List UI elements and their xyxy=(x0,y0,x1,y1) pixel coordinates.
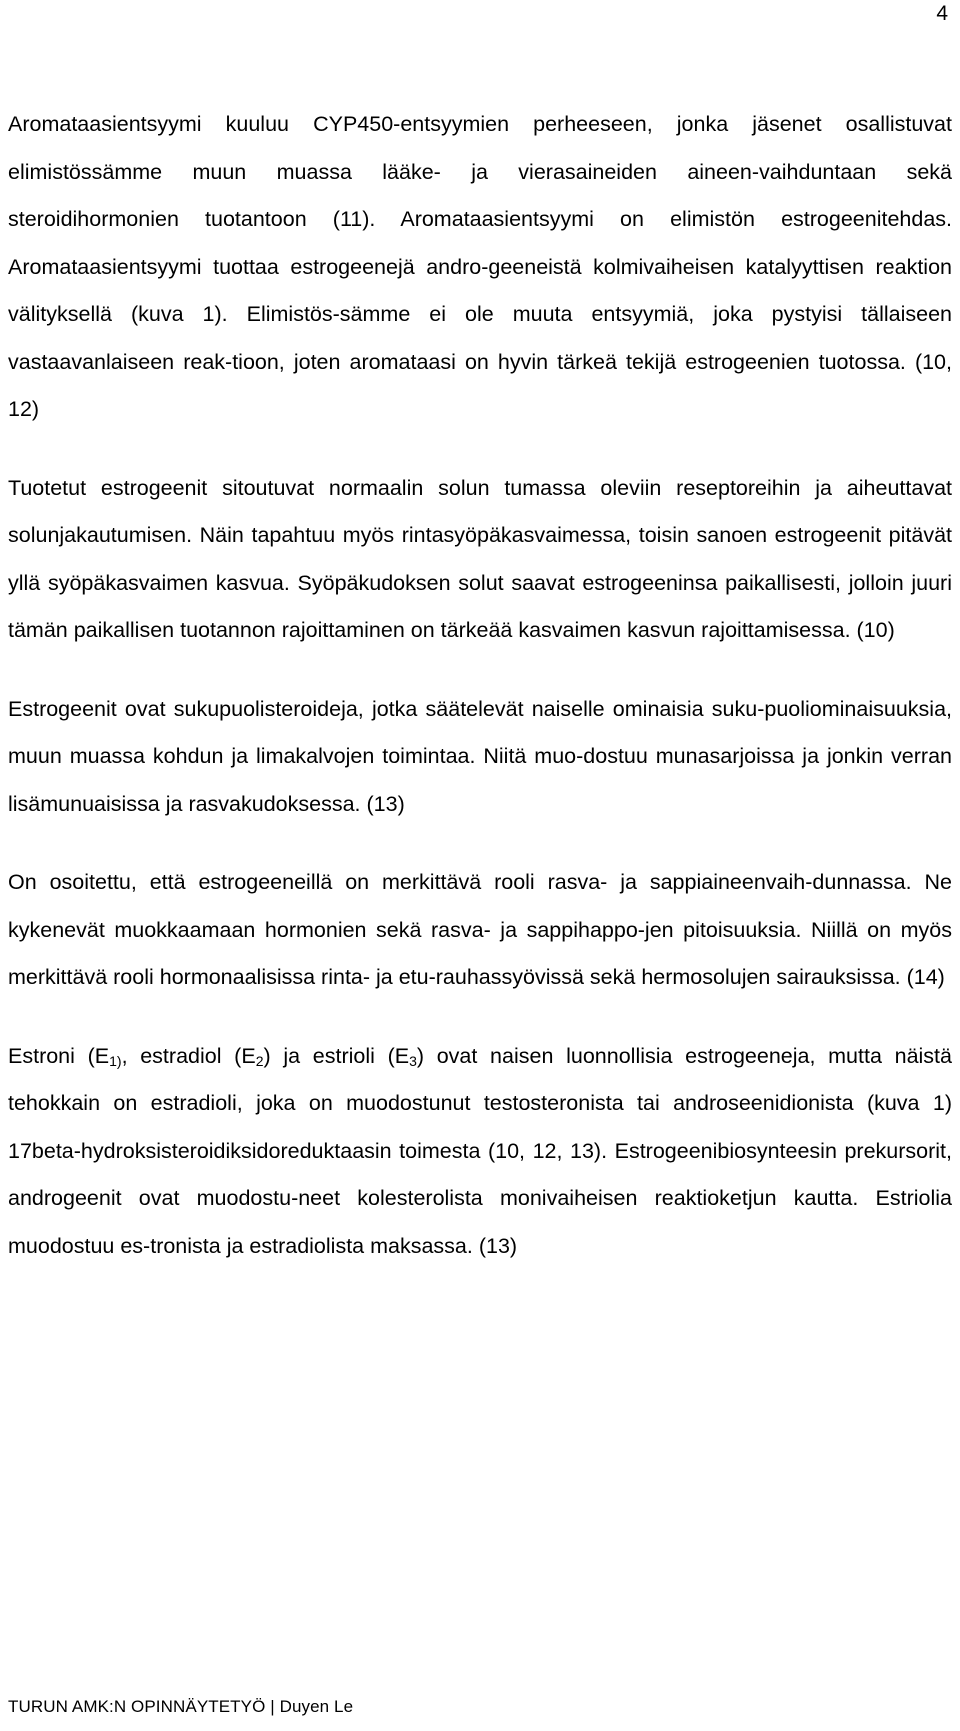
document-body xyxy=(8,101,952,1270)
estriol-text: ) ja estrioli (E xyxy=(263,1043,410,1068)
paragraph-sex-steroids: Estrogeenit ovat sukupuolisteroideja, jotka säätelevät naiselle ominaisia suku-puoliominaisuuksia, muun muassa kohdun ja limakalvojen toimintaa. Niitä muo-dostuu munasarjoissa ja jonkin verran lisämunuaisissa ja rasvakudoksessa. (13) xyxy=(8,696,952,816)
paragraph-natural-estrogens xyxy=(8,1033,952,1271)
estrone-subscript: 1) xyxy=(109,1052,122,1069)
estradiol-text: , estradiol (E xyxy=(121,1043,256,1068)
page-footer: TURUN AMK:N OPINNÄYTETYÖ | Duyen Le xyxy=(8,1697,354,1716)
paragraph-estrogen-receptors: Tuotetut estrogeenit sitoutuvat normaalin solun tumassa oleviin reseptoreihin ja aiheuttavat solunjakautumisen. Näin tapahtuu myös rintasyöpäkasvaimessa, toisin sanoen estrogeenit pitävät yllä syöpäkasvaimen kasvua. Syöpäkudoksen solut saavat estrogeeninsa paikallisesti, jolloin juuri tämän paikallisen tuotannon rajoittaminen on tärkeää kasvaimen kasvun rajoittamisessa. (10) xyxy=(8,475,952,642)
natural-estrogens-rest: ) ovat naisen luonnollisia estrogeeneja, mutta näistä tehokkain on estradioli, joka on muodostunut testosteronista tai androseenidionista (kuva 1) 17beta-hydroksisteroidiksidoreduktaasin toimesta (10, 12, 13). Estrogeenibiosynteesin prekursorit, androgeenit ovat muodostu-neet kolesterolista monivaiheisen reaktioketjun kautta. Estriolia muodostuu es-tronista ja estradiolista maksassa. (13) xyxy=(8,1043,952,1258)
paragraph-metabolism: On osoitettu, että estrogeeneillä on merkittävä rooli rasva- ja sappiaineenvaih-dunnassa. Ne kykenevät muokkaamaan hormonien sekä rasva- ja sappihappo-jen pitoisuuksia. Niillä on myös merkittävä rooli hormonaalisissa rinta- ja etu-rauhassyövissä sekä hermosolujen sairauksissa. (14) xyxy=(8,870,952,989)
estrone-text: Estroni (E xyxy=(8,1043,110,1068)
estriol-subscript: 3 xyxy=(409,1052,417,1069)
estradiol-subscript: 2 xyxy=(255,1052,264,1069)
page-number: 4 xyxy=(936,2,948,25)
paragraph-aromatase: Aromataasientsyymi kuuluu CYP450-entsyymien perheeseen, jonka jäsenet osallistuvat elimistössämme muun muassa lääke- ja vierasaineiden aineen-vaihduntaan sekä steroidihormonien tuotantoon (11). Aromataasientsyymi on elimistön estrogeenitehdas. Aromataasientsyymi tuottaa estrogeenejä andro-geeneistä kolmivaiheisen katalyyttisen reaktion välityksellä (kuva 1). Elimistös-sämme ei ole muuta entsyymiä, joka pystyisi tällaiseen vastaavanlaiseen reak-tioon, joten aromataasi on hyvin tärkeä tekijä estrogeenien tuotossa. (10, 12) xyxy=(8,112,952,421)
